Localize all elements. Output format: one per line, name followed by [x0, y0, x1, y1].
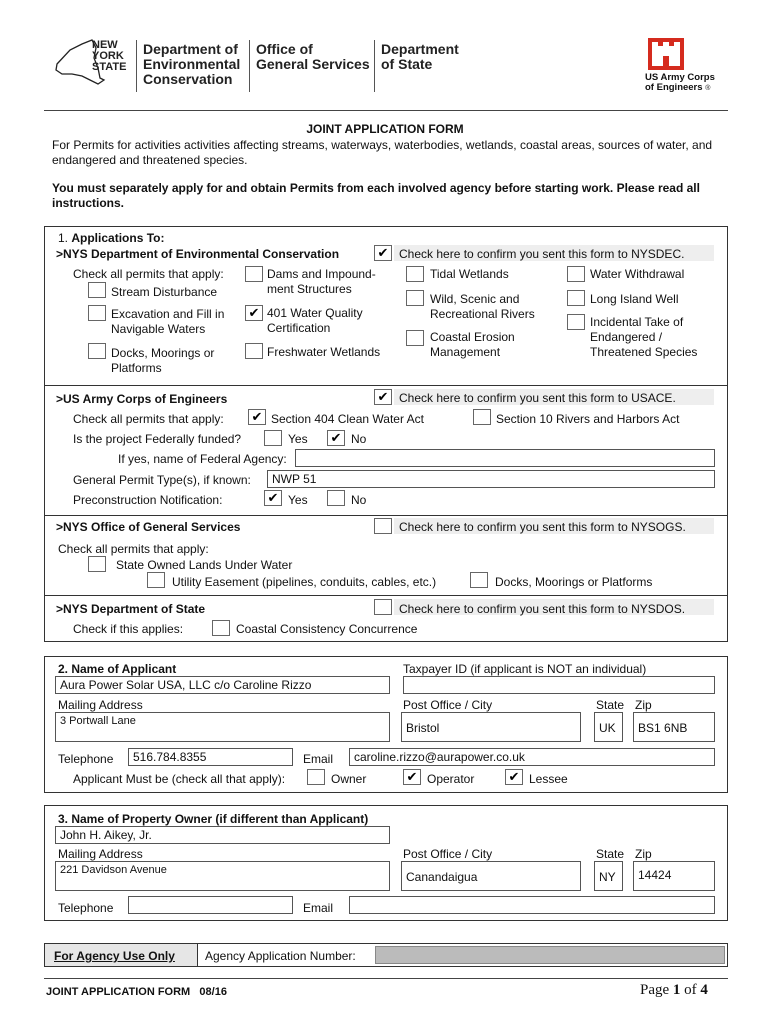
- pcn-no-checkbox[interactable]: [327, 490, 345, 506]
- ogs-title: >NYS Office of General Services: [56, 520, 241, 534]
- coastal-consistency-label: Coastal Consistency Concurrence: [236, 622, 418, 636]
- wild-scenic-checkbox[interactable]: [406, 290, 424, 306]
- page-word: Page: [640, 982, 670, 998]
- excavation-checkbox[interactable]: [88, 305, 106, 321]
- nys-logo-line: NEW: [92, 39, 118, 51]
- state-lands-checkbox[interactable]: [88, 556, 106, 572]
- ogs-logo-line: General Services: [256, 56, 370, 72]
- section-1-heading: Applications To:: [71, 231, 165, 245]
- owner-state-label: State: [596, 847, 625, 861]
- excavation-label: Excavation and Fill in Navigable Waters: [111, 307, 225, 336]
- wild-scenic-label: Wild, Scenic and Recreational Rivers: [430, 292, 535, 321]
- owner-telephone-label: Telephone: [58, 901, 114, 915]
- ogs-logo-line: Office of: [256, 41, 313, 57]
- owner-state-field[interactable]: NY: [594, 861, 623, 891]
- nys-logo: [52, 36, 132, 92]
- docks-dec-label: Docks, Moorings or Platforms: [111, 346, 215, 375]
- water-quality-checkbox[interactable]: ✔: [245, 305, 263, 321]
- water-withdrawal-checkbox[interactable]: [567, 266, 585, 282]
- funded-no-label: No: [351, 432, 367, 446]
- nysdec-confirm-checkbox[interactable]: ✔: [374, 245, 392, 261]
- castle-icon: [648, 38, 684, 70]
- ogs-logo: [256, 42, 370, 72]
- dos-logo-line: of State: [381, 56, 433, 72]
- federal-agency-field[interactable]: [295, 449, 715, 467]
- stream-disturbance-checkbox[interactable]: [88, 282, 106, 298]
- applicant-email-label: Email: [303, 752, 334, 766]
- taxpayer-id-field[interactable]: [403, 676, 715, 694]
- freshwater-wetlands-checkbox[interactable]: [245, 343, 263, 359]
- operator-label: Operator: [427, 772, 475, 786]
- footer-form-name: [46, 985, 227, 999]
- applicant-state-label: State: [596, 698, 625, 712]
- usace-logo: [640, 38, 730, 94]
- owner-zip-field[interactable]: 14424: [633, 861, 715, 891]
- owner-email-label: Email: [303, 901, 334, 915]
- coastal-consistency-checkbox[interactable]: [212, 620, 230, 636]
- docks-ogs-checkbox[interactable]: [470, 572, 488, 588]
- applicant-name-field[interactable]: Aura Power Solar USA, LLC c/o Caroline Rizzo: [55, 676, 390, 694]
- agency-number-field[interactable]: [375, 946, 725, 964]
- current-page: 1: [672, 982, 681, 998]
- dams-checkbox[interactable]: [245, 266, 263, 282]
- dec-logo-line: Department of: [143, 41, 238, 57]
- applicant-po-field[interactable]: Bristol: [401, 712, 581, 742]
- pcn-yes-label: Yes: [288, 493, 308, 507]
- usace-logo-line: of Engineers: [645, 82, 703, 93]
- ogs-check-all-label: Check all permits that apply:: [58, 542, 209, 556]
- applicant-mailing-field[interactable]: 3 Portwall Lane: [55, 712, 390, 742]
- owner-zip-label: Zip: [635, 847, 652, 861]
- funded-no-checkbox[interactable]: ✔: [327, 430, 345, 446]
- dos-check-if-label: Check if this applies:: [73, 622, 184, 636]
- utility-easement-checkbox[interactable]: [147, 572, 165, 588]
- general-permit-field[interactable]: NWP 51: [267, 470, 715, 488]
- dos-logo: [381, 42, 459, 72]
- owner-po-field[interactable]: Canandaigua: [401, 861, 581, 891]
- section-10-checkbox[interactable]: [473, 409, 491, 425]
- intro-text: For Permits for activities activities affecting streams, waterways, waterbodies, wetlands, coastal areas, sources of water, and endangered and threatened species.: [52, 138, 713, 167]
- dos-title: >NYS Department of State: [56, 602, 206, 616]
- incidental-take-checkbox[interactable]: [567, 314, 585, 330]
- footer-rule: [44, 978, 728, 979]
- state-lands-label: State Owned Lands Under Water: [116, 558, 293, 572]
- pcn-yes-checkbox[interactable]: ✔: [264, 490, 282, 506]
- dec-title: >NYS Department of Environmental Conservation: [56, 247, 340, 261]
- section-404-checkbox[interactable]: ✔: [248, 409, 266, 425]
- owner-telephone-field[interactable]: [128, 896, 293, 914]
- pcn-no-label: No: [351, 493, 367, 507]
- owner-label: Owner: [331, 772, 367, 786]
- warning-text: You must separately apply for and obtain Permits from each involved agency before starting work. Please read all instructions.: [52, 181, 700, 210]
- total-pages: 4: [700, 982, 708, 998]
- agency-number-label: Agency Application Number:: [205, 949, 356, 963]
- owner-email-field[interactable]: [349, 896, 715, 914]
- section-2-heading: 2. Name of Applicant: [58, 662, 177, 676]
- usace-logo-line: US Army Corps: [645, 72, 715, 83]
- operator-checkbox[interactable]: ✔: [403, 769, 421, 785]
- dec-check-all-label: Check all permits that apply:: [73, 267, 224, 281]
- lessee-checkbox[interactable]: ✔: [505, 769, 523, 785]
- funded-yes-checkbox[interactable]: [264, 430, 282, 446]
- dec-logo-line: Conservation: [143, 71, 233, 87]
- applicant-telephone-field[interactable]: 516.784.8355: [128, 748, 293, 766]
- coastal-erosion-label: Coastal Erosion Management: [430, 330, 515, 359]
- utility-easement-label: Utility Easement (pipelines, conduits, cables, etc.): [172, 575, 437, 589]
- applicant-state-field[interactable]: UK: [594, 712, 623, 742]
- lessee-label: Lessee: [529, 772, 568, 786]
- applicant-mailing-label: Mailing Address: [58, 698, 143, 712]
- dams-label: Dams and Impound-ment Structures: [267, 267, 376, 296]
- incidental-take-label: Incidental Take of Endangered / Threatened Species: [590, 315, 698, 359]
- docks-dec-checkbox[interactable]: [88, 343, 106, 359]
- applicant-zip-label: Zip: [635, 698, 652, 712]
- coastal-erosion-checkbox[interactable]: [406, 330, 424, 346]
- taxpayer-label: Taxpayer ID (if applicant is NOT an individual): [403, 662, 647, 676]
- dec-separator: [44, 385, 728, 386]
- owner-checkbox[interactable]: [307, 769, 325, 785]
- tidal-wetlands-checkbox[interactable]: [406, 266, 424, 282]
- general-permit-label: General Permit Type(s), if known:: [73, 473, 251, 487]
- funded-yes-label: Yes: [288, 432, 308, 446]
- nysdos-confirm-label: Check here to confirm you sent this form to NYSDOS.: [399, 602, 686, 616]
- header-rule: [44, 110, 728, 111]
- nysdos-confirm-checkbox[interactable]: [374, 599, 392, 615]
- usace-check-all-label: Check all permits that apply:: [73, 412, 224, 426]
- water-withdrawal-label: Water Withdrawal: [590, 267, 685, 281]
- ogs-separator: [44, 595, 728, 596]
- nysdec-confirm-label: Check here to confirm you sent this form to NYSDEC.: [399, 247, 685, 261]
- page-number: [640, 981, 708, 999]
- applicant-zip-field[interactable]: BS1 6NB: [633, 712, 715, 742]
- pcn-label: Preconstruction Notification:: [73, 493, 223, 507]
- water-quality-label: 401 Water Quality Certification: [267, 306, 363, 335]
- dec-logo: [143, 42, 240, 87]
- section-number: 1.: [58, 231, 69, 245]
- section-3-heading: 3. Name of Property Owner (if different than Applicant): [58, 812, 369, 826]
- owner-mailing-label: Mailing Address: [58, 847, 143, 861]
- long-island-well-checkbox[interactable]: [567, 290, 585, 306]
- usace-confirm-label: Check here to confirm you sent this form to USACE.: [399, 391, 676, 405]
- usace-title: >US Army Corps of Engineers: [56, 392, 228, 406]
- agency-use-label: For Agency Use Only: [54, 949, 175, 963]
- tidal-wetlands-label: Tidal Wetlands: [430, 267, 509, 281]
- freshwater-wetlands-label: Freshwater Wetlands: [267, 345, 381, 359]
- owner-name-field[interactable]: John H. Aikey, Jr.: [55, 826, 390, 844]
- federal-agency-label: If yes, name of Federal Agency:: [118, 452, 287, 466]
- nysogs-confirm-label: Check here to confirm you sent this form to NYSOGS.: [399, 520, 686, 534]
- applicant-email-field[interactable]: caroline.rizzo@aurapower.co.uk: [349, 748, 715, 766]
- docks-ogs-label: Docks, Moorings or Platforms: [495, 575, 653, 589]
- nys-logo-line: STATE: [92, 61, 127, 73]
- usace-confirm-checkbox[interactable]: ✔: [374, 389, 392, 405]
- registered-mark: ®: [705, 85, 711, 92]
- of-word: of: [684, 982, 697, 998]
- footer-date: 08/16: [199, 986, 227, 998]
- dec-logo-line: Environmental: [143, 56, 241, 72]
- nysogs-confirm-checkbox[interactable]: [374, 518, 392, 534]
- applicant-po-label: Post Office / City: [403, 698, 493, 712]
- applicant-must-be-label: Applicant Must be (check all that apply):: [73, 772, 286, 786]
- owner-po-label: Post Office / City: [403, 847, 493, 861]
- section-404-label: Section 404 Clean Water Act: [271, 412, 424, 426]
- stream-disturbance-label: Stream Disturbance: [111, 285, 218, 299]
- usace-separator: [44, 515, 728, 516]
- dos-logo-line: Department: [381, 41, 459, 57]
- federal-funded-question: Is the project Federally funded?: [73, 432, 242, 446]
- long-island-well-label: Long Island Well: [590, 292, 679, 306]
- footer-form-label: JOINT APPLICATION FORM: [46, 986, 191, 998]
- applicant-telephone-label: Telephone: [58, 752, 114, 766]
- section-10-label: Section 10 Rivers and Harbors Act: [496, 412, 680, 426]
- nys-logo-line: YORK: [92, 50, 124, 62]
- form-title: JOINT APPLICATION FORM: [306, 122, 464, 136]
- owner-mailing-field[interactable]: 221 Davidson Avenue: [55, 861, 390, 891]
